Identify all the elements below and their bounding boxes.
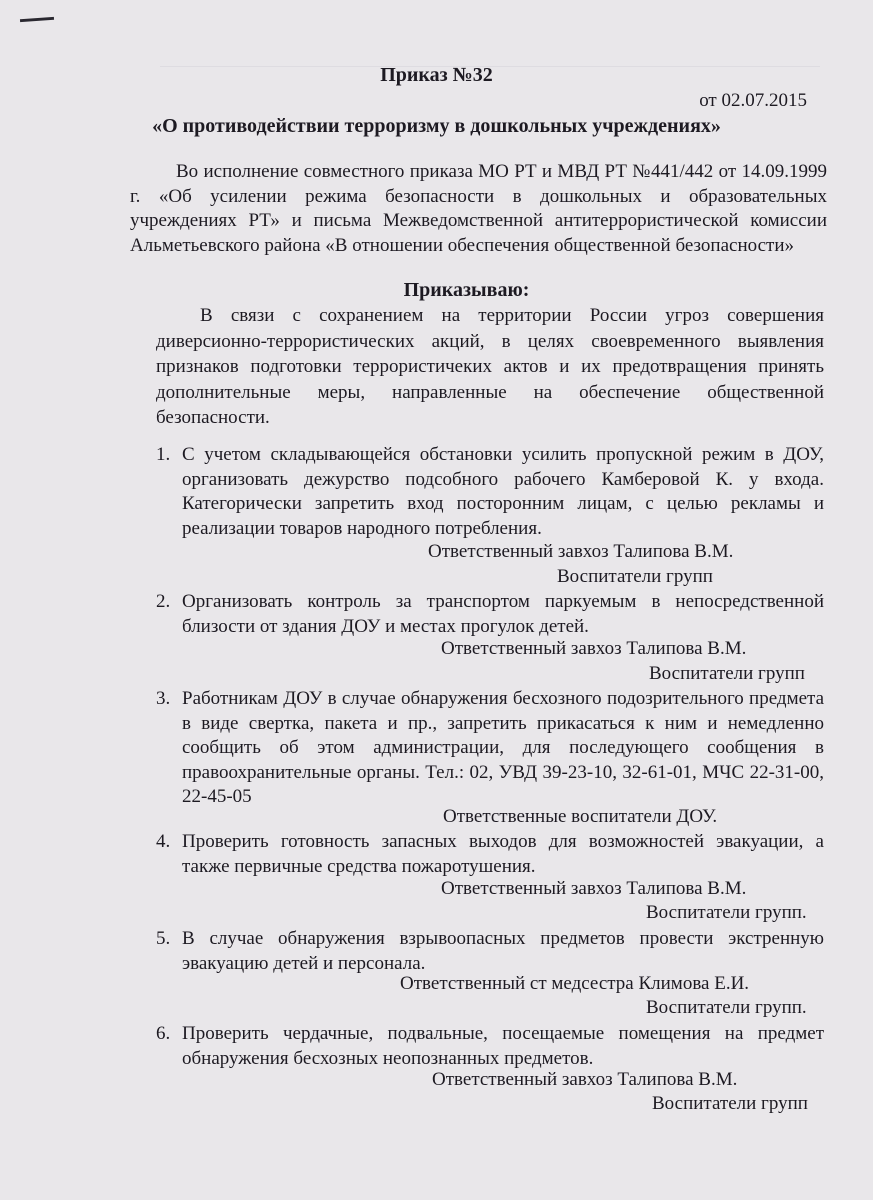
item-number: 5. xyxy=(156,928,171,949)
order-title: Приказ №32 xyxy=(380,64,493,86)
list-item xyxy=(156,1022,824,1071)
item-text: Организовать контроль за транспортом паркуемым в непосредственной близости от здания ДОУ и местах прогулок детей. xyxy=(182,591,824,637)
item-also-responsible: Воспитатели групп xyxy=(557,566,713,587)
item-responsible: Ответственный завхоз Талипова В.М. xyxy=(441,878,747,899)
item-responsible: Ответственный завхоз Талипова В.М. xyxy=(428,541,734,562)
item-text: Проверить готовность запасных выходов для возможностей эвакуации, а также первичные средства пожаротушения. xyxy=(182,831,824,877)
order-date: от 02.07.2015 xyxy=(699,90,807,111)
item-responsible: Ответственный завхоз Талипова В.М. xyxy=(432,1069,738,1090)
item-responsible: Ответственный завхоз Талипова В.М. xyxy=(441,638,747,659)
item-text: С учетом складывающейся обстановки усилить пропускной режим в ДОУ, организовать дежурство подсобного рабочего Камберовой К. у входа. Категорически запретить вход посторонним лицам, с целью рекламы и реализации товаров народного потребления. xyxy=(182,444,824,539)
item-number: 3. xyxy=(156,688,171,709)
intro-paragraph: В связи с сохранением на территории России угроз совершения диверсионно-террористических акций, в целях своевременного выявления признаков подготовки террористичеких актов и их предотвращения принять дополнительные меры, направленные на обеспечение общественной безопасности. xyxy=(156,305,824,428)
item-text: Работникам ДОУ в случае обнаружения бесхозного подозрительного предмета в виде свертка, пакета и пр., запретить прикасаться к ним и немедленно сообщить об этом администрации, для последующего сообщения в правоохранительные органы. Тел.: 02, УВД 39-23-10, 32-61-01, МЧС 22-31-00, 22-45-05 xyxy=(182,688,824,807)
item-number: 6. xyxy=(156,1023,171,1044)
item-also-responsible: Воспитатели групп xyxy=(649,663,805,684)
list-item xyxy=(156,590,824,639)
item-also-responsible: Воспитатели групп xyxy=(652,1093,808,1114)
item-also-responsible: Воспитатели групп. xyxy=(646,902,807,923)
item-text: Проверить чердачные, подвальные, посещаемые помещения на предмет обнаружения бесхозных неопознанных предметов. xyxy=(182,1023,824,1069)
item-number: 1. xyxy=(156,444,171,465)
item-number: 2. xyxy=(156,591,171,612)
item-responsible: Ответственный ст медсестра Климова Е.И. xyxy=(400,973,750,994)
corner-pen-mark xyxy=(20,17,54,22)
preamble-paragraph: Во исполнение совместного приказа МО РТ и МВД РТ №441/442 от 14.09.1999 г. «Об усилении режима безопасности в дошкольных и образовательных учреждениях РТ» и письма Межведомственной антитеррористической комиссии Альметьевского района «В отношении обеспечения общественной безопасности» xyxy=(130,161,827,256)
list-item xyxy=(156,687,824,810)
item-responsible: Ответственные воспитатели ДОУ. xyxy=(443,806,718,827)
list-item xyxy=(156,927,824,976)
item-number: 4. xyxy=(156,831,171,852)
list-item xyxy=(156,830,824,879)
item-also-responsible: Воспитатели групп. xyxy=(646,997,807,1018)
list-item xyxy=(156,443,824,541)
order-subject: «О противодействии терроризму в дошкольных учреждениях» xyxy=(152,115,721,137)
item-text: В случае обнаружения взрывоопасных предметов провести экстренную эвакуацию детей и персонала. xyxy=(182,928,824,974)
order-heading: Приказываю: xyxy=(403,279,530,301)
